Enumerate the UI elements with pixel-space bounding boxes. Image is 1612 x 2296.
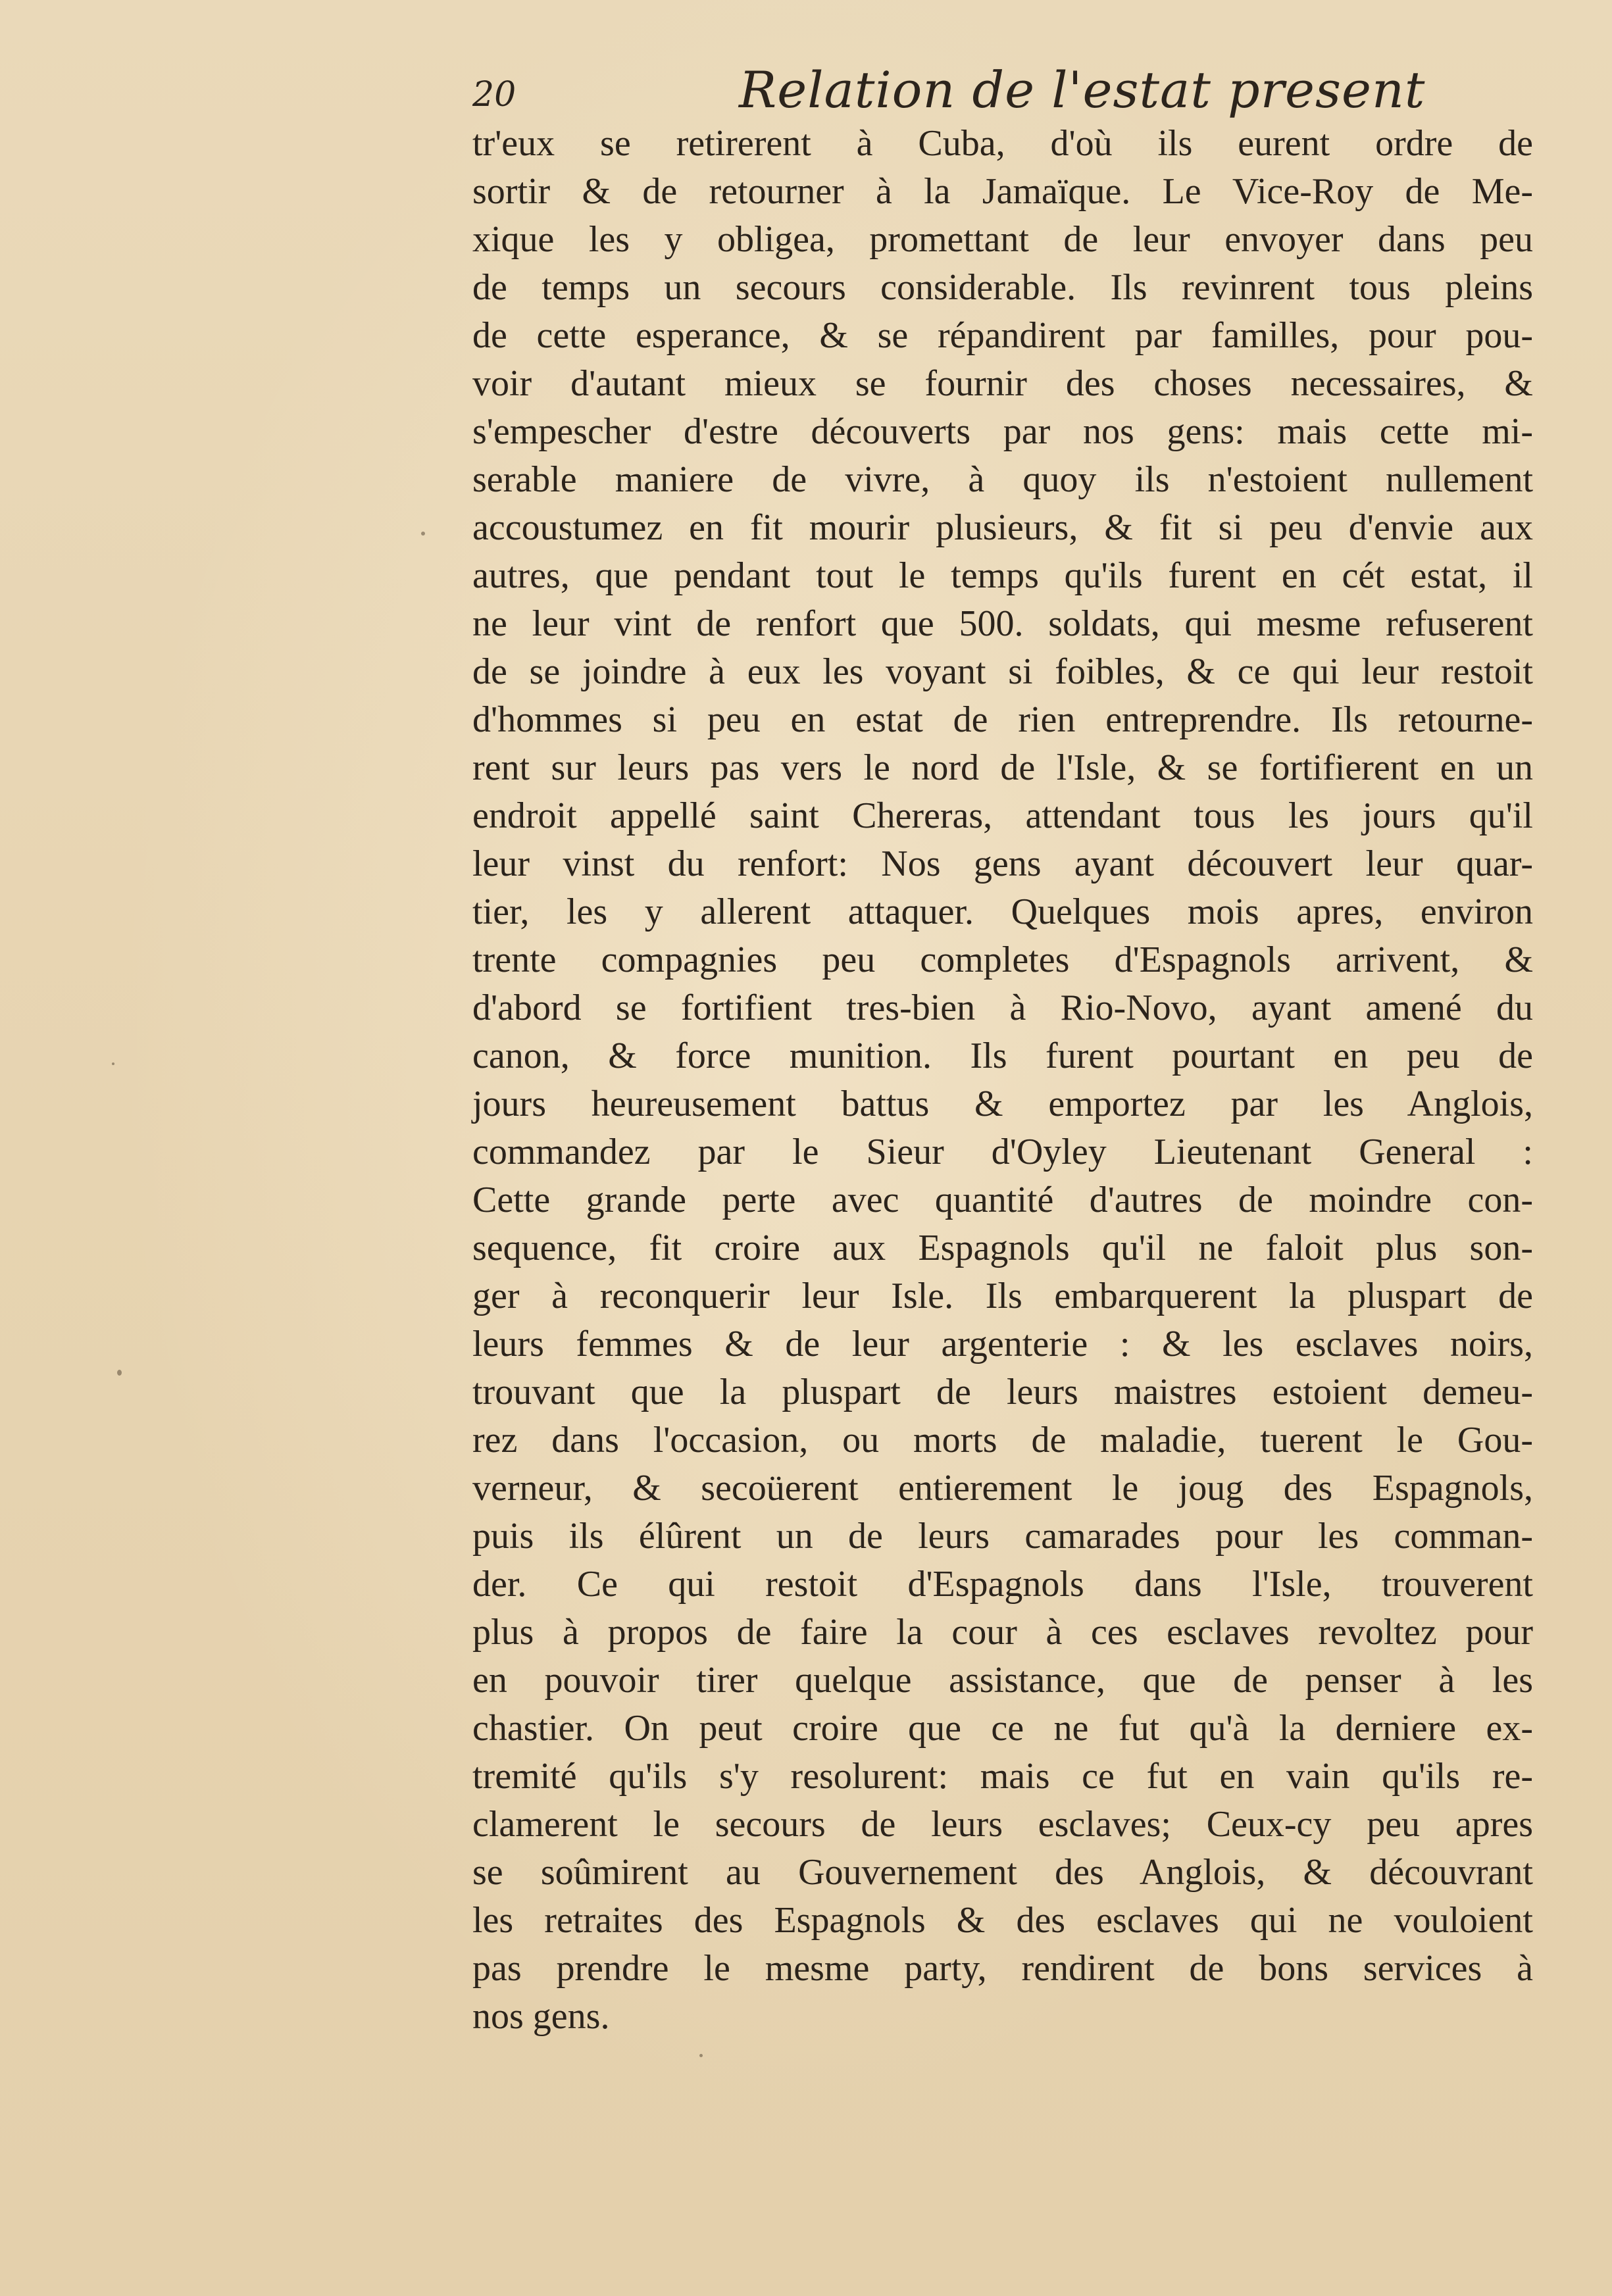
- text-line: de cette esperance, & se répandirent par familles, pour pou-: [472, 315, 1533, 356]
- text-line: leurs femmes & de leur argenterie : & les esclaves noirs,: [472, 1324, 1533, 1364]
- text-line: rez dans l'occasion, ou morts de maladie, tuerent le Gou-: [472, 1420, 1533, 1460]
- text-line: accoustumez en fit mourir plusieurs, & fit si peu d'envie aux: [472, 507, 1533, 548]
- text-line: trente compagnies peu completes d'Espagnols arrivent, &: [472, 939, 1533, 980]
- text-line: Cette grande perte avec quantité d'autres de moindre con-: [472, 1180, 1533, 1220]
- text-line: les retraites des Espagnols & des esclaves qui ne vouloient: [472, 1900, 1533, 1941]
- text-line: tier, les y allerent attaquer. Quelques mois apres, environ: [472, 891, 1533, 932]
- text-line: commandez par le Sieur d'Oyley Lieutenant General :: [472, 1132, 1533, 1172]
- text-line: plus à propos de faire la cour à ces esclaves revoltez pour: [472, 1612, 1533, 1653]
- text-line: canon, & force munition. Ils furent pourtant en peu de: [472, 1036, 1533, 1076]
- paper-speck: [699, 2054, 703, 2057]
- text-line: serable maniere de vivre, à quoy ils n'estoient nullement: [472, 459, 1533, 500]
- paper-speck: [112, 1062, 114, 1065]
- text-line: d'abord se fortifient tres-bien à Rio-Novo, ayant amené du: [472, 987, 1533, 1028]
- paper-speck: [117, 1370, 122, 1376]
- text-line: voir d'autant mieux se fournir des choses necessaires, &: [472, 363, 1533, 404]
- text-line: de se joindre à eux les voyant si foibles, & ce qui leur restoit: [472, 651, 1533, 692]
- text-line: xique les y obligea, promettant de leur envoyer dans peu: [472, 219, 1533, 260]
- text-line: tr'eux se retirerent à Cuba, d'où ils eurent ordre de: [472, 123, 1533, 164]
- text-line: se soûmirent au Gouvernement des Anglois, & découvrant: [472, 1852, 1533, 1893]
- running-head: [472, 61, 1426, 120]
- running-title: Relation de l'estat present: [739, 61, 1426, 119]
- text-line: endroit appellé saint Chereras, attendant tous les jours qu'il: [472, 795, 1533, 836]
- text-line: ne leur vint de renfort que 500. soldats, qui mesme refuserent: [472, 603, 1533, 644]
- text-line: verneur, & secoüerent entierement le joug des Espagnols,: [472, 1468, 1533, 1509]
- text-line: clamerent le secours de leurs esclaves; Ceux-cy peu apres: [472, 1804, 1533, 1845]
- text-line: autres, que pendant tout le temps qu'ils furent en cét estat, il: [472, 555, 1533, 596]
- body-text: [472, 120, 1533, 2041]
- text-line: tremité qu'ils s'y resolurent: mais ce fut en vain qu'ils re-: [472, 1756, 1533, 1797]
- text-line: s'empescher d'estre découverts par nos gens: mais cette mi-: [472, 411, 1533, 452]
- text-line: rent sur leurs pas vers le nord de l'Isle, & se fortifierent en un: [472, 747, 1533, 788]
- page-number: 20: [472, 75, 516, 114]
- text-line: sequence, fit croire aux Espagnols qu'il ne faloit plus son-: [472, 1228, 1533, 1268]
- text-line: d'hommes si peu en estat de rien entreprendre. Ils retourne-: [472, 699, 1533, 740]
- text-line: puis ils élûrent un de leurs camarades pour les comman-: [472, 1516, 1533, 1557]
- text-line: pas prendre le mesme party, rendirent de bons services à: [472, 1948, 1533, 1989]
- text-line: nos gens.: [472, 1996, 610, 2037]
- text-line: de temps un secours considerable. Ils revinrent tous pleins: [472, 267, 1533, 308]
- text-line: chastier. On peut croire que ce ne fut qu'à la derniere ex-: [472, 1708, 1533, 1749]
- text-line: jours heureusement battus & emportez par les Anglois,: [472, 1084, 1533, 1124]
- text-line: leur vinst du renfort: Nos gens ayant découvert leur quar-: [472, 843, 1533, 884]
- text-line: trouvant que la pluspart de leurs maistres estoient demeu-: [472, 1372, 1533, 1412]
- text-line: sortir & de retourner à la Jamaïque. Le Vice-Roy de Me-: [472, 171, 1533, 212]
- text-line: der. Ce qui restoit d'Espagnols dans l'Isle, trouverent: [472, 1564, 1533, 1605]
- text-line: ger à reconquerir leur Isle. Ils embarquerent la pluspart de: [472, 1276, 1533, 1316]
- paper-speck: [421, 532, 425, 536]
- text-line: en pouvoir tirer quelque assistance, que de penser à les: [472, 1660, 1533, 1701]
